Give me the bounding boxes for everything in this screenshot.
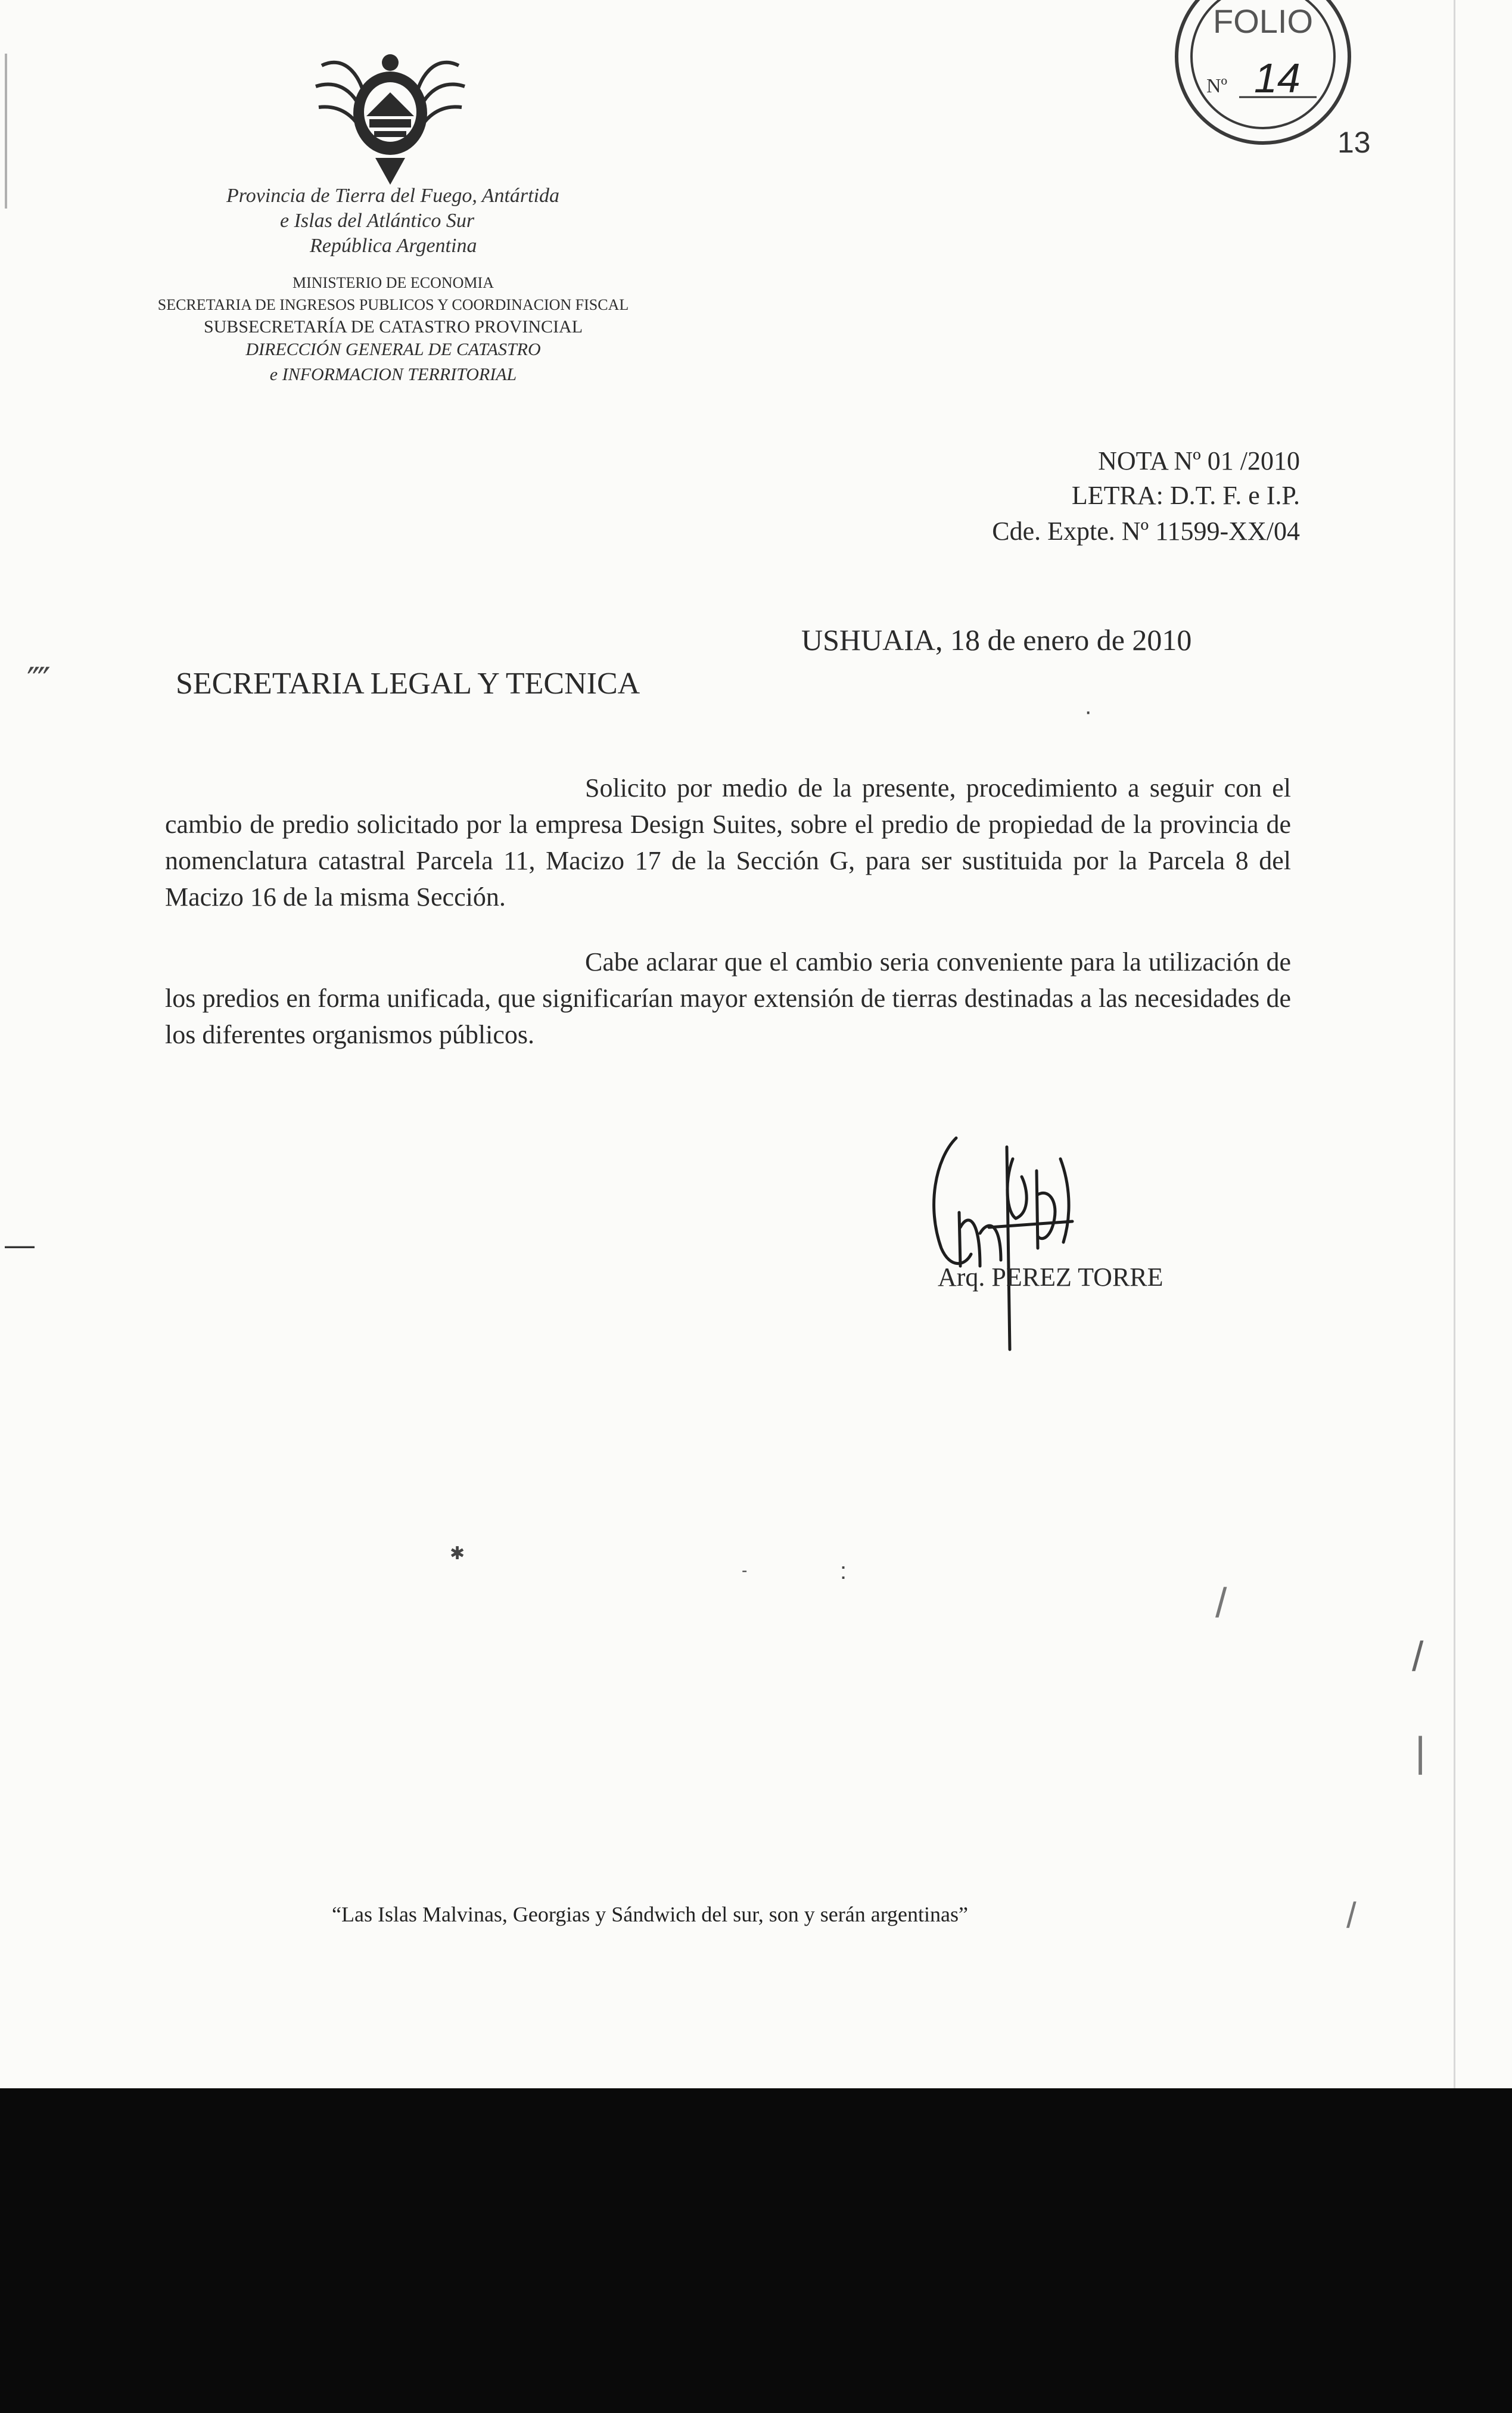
date-line: USHUAIA, 18 de enero de 2010 bbox=[801, 623, 1192, 657]
scan-edge-mark bbox=[5, 54, 7, 209]
ministry-name: MINISTERIO DE ECONOMIA bbox=[293, 274, 494, 291]
body-paragraph-1: Solicito por medio de la presente, procedimiento a seguir con el cambio de predio solicitado por la empresa Design Suites, sobre el predio de propiedad de la provincia de nomenclatura catastral Parcela 11, Macizo 17 de la Sección G, para ser sustituida por la Parcela 8 del Macizo 16 de la misma Sección. bbox=[165, 773, 1291, 912]
folio-number: 14 bbox=[1254, 55, 1301, 101]
nota-number: NOTA Nº 01 /2010 bbox=[1098, 446, 1300, 475]
signer-name: Arq. PEREZ TORRE bbox=[938, 1263, 1163, 1292]
addressee: SECRETARIA LEGAL Y TECNICA bbox=[176, 667, 640, 701]
margin-line: / bbox=[1215, 1579, 1227, 1626]
expediente-number: Cde. Expte. Nº 11599-XX/04 bbox=[992, 517, 1300, 546]
folio-number-prefix: Nº bbox=[1206, 75, 1228, 97]
speck-mark: : bbox=[840, 1558, 847, 1584]
margin-line: | bbox=[1415, 1728, 1426, 1775]
margin-line: / bbox=[1412, 1633, 1424, 1680]
speck-mark: - bbox=[742, 1561, 748, 1579]
subsecretariat-name: SUBSECRETARÍA DE CATASTRO PROVINCIAL bbox=[203, 317, 583, 337]
page-edge bbox=[1454, 0, 1455, 2088]
scan-background bbox=[0, 2088, 1512, 2413]
body-paragraph-2: Cabe aclarar que el cambio seria conveniente para la utilización de los predios en forma unificada, que significarían mayor extensión de tierras destinadas a las necesidades de los diferentes organismos públicos. bbox=[165, 947, 1291, 1049]
letterhead-script-line-3: República Argentina bbox=[310, 235, 477, 257]
motto: “Las Islas Malvinas, Georgias y Sándwich del sur, son y serán argentinas” bbox=[332, 1902, 968, 1926]
coat-of-arms-icon bbox=[310, 42, 471, 191]
speck-mark: ✱ bbox=[450, 1544, 465, 1563]
handwritten-signature bbox=[900, 1123, 1102, 1355]
letterhead-script-line-2: e Islas del Atlántico Sur bbox=[280, 210, 475, 232]
letterhead-script-line-1: Provincia de Tierra del Fuego, Antártida bbox=[226, 185, 560, 207]
letra-reference: LETRA: D.T. F. e I.P. bbox=[1071, 481, 1300, 510]
margin-mark: — bbox=[5, 1228, 35, 1261]
margin-line: / bbox=[1346, 1895, 1357, 1935]
direction-name-2: e INFORMACION TERRITORIAL bbox=[269, 365, 517, 384]
margin-mark: ⁗ bbox=[27, 661, 51, 701]
secretariat-name: SECRETARIA DE INGRESOS PUBLICOS Y COORDINACION FISCAL bbox=[157, 296, 629, 313]
page-mark: 13 bbox=[1337, 126, 1371, 159]
speck-mark: · bbox=[1084, 698, 1093, 724]
direction-name: DIRECCIÓN GENERAL DE CATASTRO bbox=[245, 340, 541, 359]
folio-label: FOLIO bbox=[1212, 2, 1314, 40]
folio-stamp bbox=[1165, 0, 1361, 152]
